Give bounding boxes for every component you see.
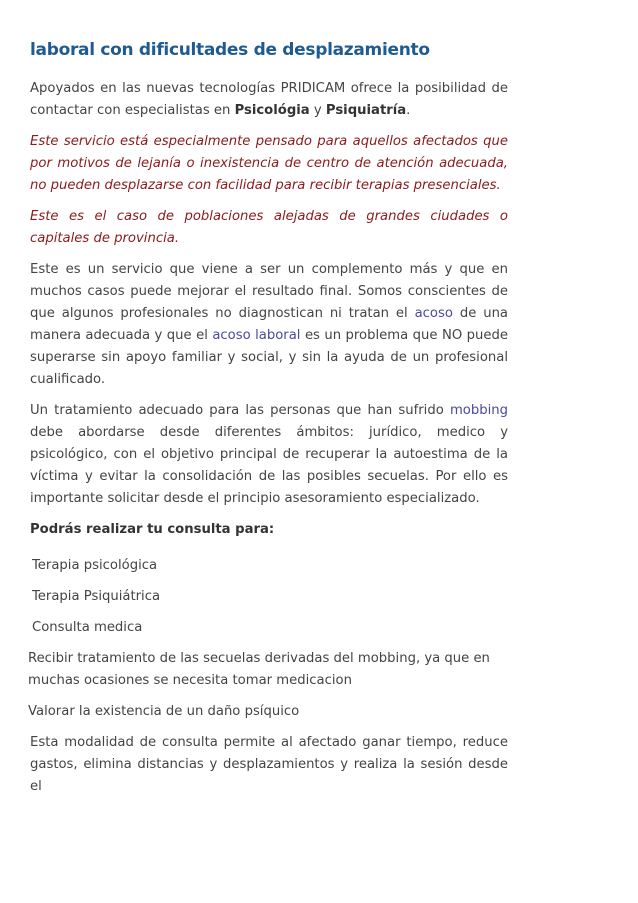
consult-heading (30, 519, 508, 541)
intro-paragraph (30, 78, 508, 122)
psiquiatria-bold: Psiquiatría (325, 103, 407, 118)
rural-note-paragraph: Este es el caso de poblaciones alejadas de grandes ciudades o capitales de provincia. (30, 209, 508, 246)
intro-text-1: Apoyados en las nuevas tecnologías PRIDICAM ofrece la posibilidad de contactar con especialistas en (30, 81, 508, 118)
complement-paragraph (30, 259, 508, 391)
consult-heading-text: Podrás realizar tu consulta para: (30, 522, 275, 537)
service-note-paragraph: Este servicio está especialmente pensado para aquellos afectados que por motivos de lejanía o inexistencia de centro de atención adecuada, no pueden desplazarse con facilidad para recibir terapias presenciales. (30, 134, 508, 193)
treatment-text-2: debe abordarse desde diferentes ámbitos: jurídico, medico y psicológico, con el objetivo principal de recuperar la autoestima de la víctima y evitar la consolidación de las posibles secuelas. Por ello es importante solicitar desde el principio asesoramiento especializado. (30, 425, 508, 506)
treatment-text-1: Un tratamiento adecuado para las personas que han sufrido (30, 403, 450, 418)
mobbing-link[interactable]: mobbing (449, 403, 508, 418)
section-heading: laboral con dificultades de desplazamiento (30, 40, 430, 60)
list-item-secuelas: Recibir tratamiento de las secuelas derivadas del mobbing, ya que en muchas ocasiones se necesita tomar medicacion (28, 651, 490, 688)
intro-text-2: y (309, 103, 326, 118)
list-item-terapia-psicologica: Terapia psicológica (32, 558, 158, 573)
list-item-dano-psiquico: Valorar la existencia de un daño psíquico (28, 704, 300, 719)
acoso-laboral-link[interactable]: acoso laboral (212, 328, 301, 343)
complement-text-1: Este es un servicio que viene a ser un complemento más y que en muchos casos puede mejorar el resultado final. Somos conscientes de que algunos profesionales no diagnostican ni tratan el (30, 262, 508, 321)
psicologia-bold: Psicológia (234, 103, 310, 118)
complement-text-3: es un problema que NO puede superarse sin apoyo familiar y social, y sin la ayuda de un profesional cualificado. (30, 328, 508, 387)
list-item-consulta-medica: Consulta medica (32, 620, 143, 635)
modality-paragraph: Esta modalidad de consulta permite al afectado ganar tiempo, reduce gastos, elimina distancias y desplazamientos y realiza la sesión desde el (30, 735, 508, 794)
treatment-paragraph (30, 400, 508, 510)
complement-text-2: de una manera adecuada y que el (30, 306, 509, 343)
list-item-terapia-psiquiatrica: Terapia Psiquiátrica (32, 589, 161, 604)
document-page (30, 40, 508, 807)
intro-text-3: . (406, 103, 411, 118)
acoso-link[interactable]: acoso (414, 306, 453, 321)
